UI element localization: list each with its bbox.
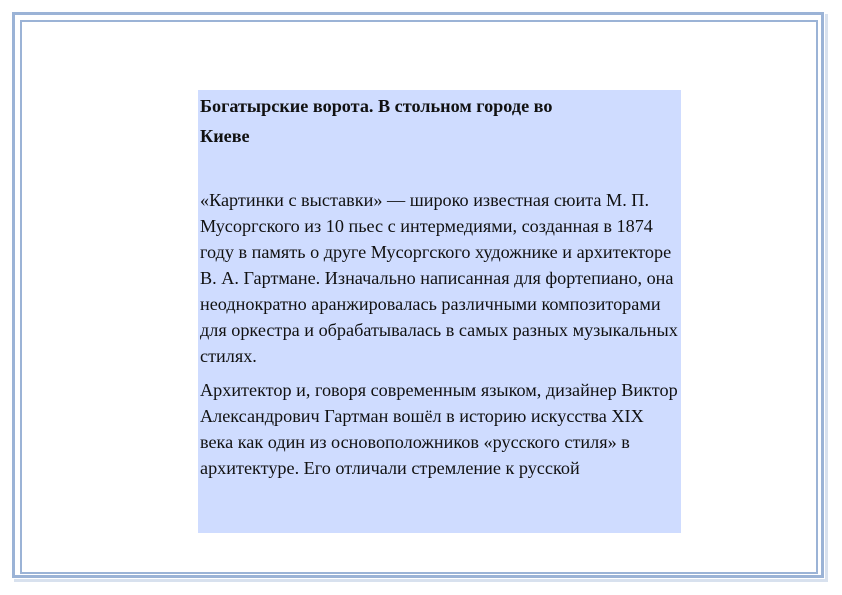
paragraph: Архитектор и, говоря современным языком, дизайнер Виктор Александрович Гартман вошёл в историю искусства XIX века как один из основоположников «русского стиля» в архитектуре. Его отличали стремление к русской	[200, 380, 678, 478]
spacer	[200, 151, 679, 187]
text-content	[198, 90, 681, 481]
text-panel	[198, 90, 681, 533]
document-title-line-2: Киеве	[200, 126, 250, 146]
paragraph: «Картинки с выставки» — широко известная сюита М. П. Мусоргского из 10 пьес с интермедиями, созданная в 1874 году в память о друге Мусоргского художнике и архитекторе В. А. Гартмане. Изначально написанная для фортепиано, она неоднократно аранжировалась различными композиторами для оркестра и обрабатывалась в самых разных музыкальных стилях.	[200, 190, 678, 366]
document-title	[200, 90, 679, 151]
frame-shadow	[825, 14, 828, 580]
document-title-line-1: Богатырские ворота. В стольном городе во	[200, 96, 553, 116]
frame-shadow	[14, 579, 828, 582]
